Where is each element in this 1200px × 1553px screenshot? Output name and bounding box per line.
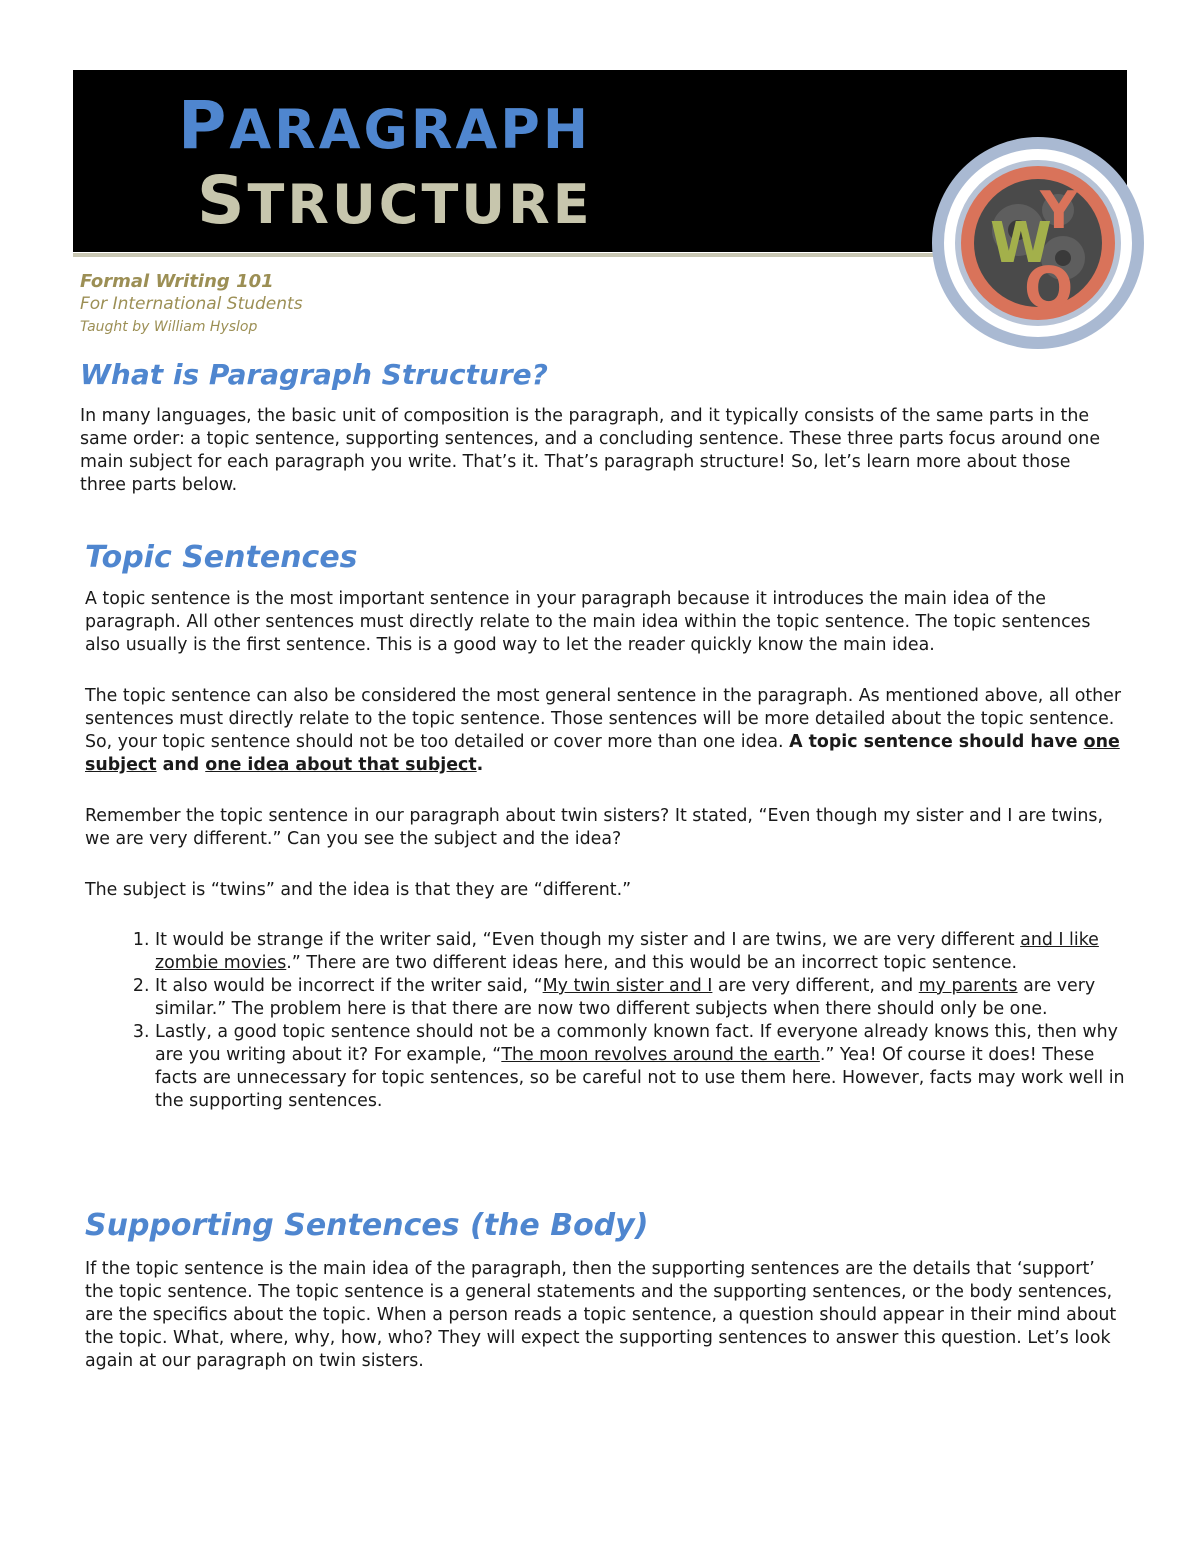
topic-paragraph-2: [85, 685, 1125, 777]
list-item-2-underlined-2: my parents: [918, 976, 1018, 996]
supporting-paragraph-1: If the topic sentence is the main idea of the paragraph, then the supporting sentences are the details that ‘support’ the topic sentence. The topic sentence is a general statements and the supporting sentences, or the body sentences, are the specifics about the topic. When a person reads a topic sentence, a question should appear in their mind about the topic. What, where, why, how, who? They will expect the supporting sentences to answer this question. Let’s look again at our paragraph on twin sisters.: [85, 1259, 1117, 1371]
topic-rule-and: and: [156, 755, 206, 775]
list-item-3-text-a: Lastly, a good topic sentence should not be a commonly known fact. If everyone already knows this, then why are you writing about it? For example, “: [155, 1022, 1118, 1065]
topic-rule-one-subject: one subject: [85, 732, 1120, 775]
wyo-logo: [928, 130, 1148, 356]
course-title: Formal Writing 101: [80, 271, 274, 292]
list-item-2-text-b: are very different, and: [712, 976, 919, 996]
topic-examples-list: [85, 929, 1125, 1113]
title-line-2-capital: S: [197, 162, 248, 239]
list-item-1-underlined: and I like zombie movies: [155, 930, 1099, 973]
topic-paragraph-1: A topic sentence is the most important sentence in your paragraph because it introduces the main idea of the paragraph. All other sentences must directly relate to the main idea within the topic sentence. The topic sentences also usually is the first sentence. This is a good way to let the reader quickly know the main idea.: [85, 589, 1091, 655]
topic-rule-one-idea: one idea about that subject: [205, 755, 477, 775]
title-line-1: [178, 87, 592, 164]
list-item: [155, 975, 1125, 1021]
list-item-3-underlined: The moon revolves around the earth: [501, 1045, 820, 1065]
list-item-2-underlined-1: My twin sister and I: [542, 976, 713, 996]
course-audience: For International Students: [80, 294, 303, 314]
topic-paragraph-3: Remember the topic sentence in our paragraph about twin sisters? It stated, “Even though my sister and I are twins, we are very different.” Can you see the subject and the idea?: [85, 806, 1104, 849]
topic-rule-period: .: [476, 755, 484, 775]
topic-paragraph-4: The subject is “twins” and the idea is that they are “different.”: [85, 880, 632, 900]
logo-letter-y: Y: [1040, 181, 1078, 241]
course-instructor: Taught by William Hyslop: [80, 319, 258, 335]
title-line-1-capital: P: [178, 87, 230, 164]
list-item-1-text-a: It would be strange if the writer said, “Even though my sister and I are twins, we are very different: [155, 930, 1021, 950]
heading-topic-sentences: Topic Sentences: [85, 540, 358, 575]
logo-letter-o: O: [1024, 254, 1074, 322]
list-item-2-text-a: It also would be incorrect if the writer said, “: [155, 976, 543, 996]
title-line-2-rest: TRUCTURE: [247, 173, 593, 236]
logo-letter-w: W: [990, 211, 1052, 276]
list-item: [155, 929, 1125, 975]
title-line-2: [197, 162, 593, 239]
title-line-1-rest: ARAGRAPH: [229, 98, 592, 161]
topic-paragraph-2-text: The topic sentence can also be considered the most general sentence in the paragraph. As mentioned above, all other sentences must directly relate to the topic sentence. Those sentences will be more detailed about the topic sentence. So, your topic sentence should not be too detailed or cover more than one idea.: [85, 686, 1122, 752]
list-item-3-text-b: .” Yea! Of course it does! These facts are unnecessary for topic sentences, so be careful not to use them here. However, facts may work well in the supporting sentences.: [155, 1045, 1125, 1111]
list-item: [155, 1021, 1125, 1113]
list-item-1-text-b: .” There are two different ideas here, and this would be an incorrect topic sentence.: [286, 953, 1018, 973]
intro-paragraph: In many languages, the basic unit of composition is the paragraph, and it typically consists of the same parts in the same order: a topic sentence, supporting sentences, and a concluding sentence. These three parts focus around one main subject for each paragraph you write. That’s it. That’s paragraph structure! So, let’s learn more about those three parts below.: [80, 406, 1101, 495]
heading-supporting-sentences: Supporting Sentences (the Body): [85, 1208, 649, 1243]
topic-rule-lead: A topic sentence should have: [789, 732, 1084, 752]
list-item-2-text-c: are very similar.” The problem here is that there are now two different subjects when there should only be one.: [155, 976, 1096, 1019]
heading-what-is-paragraph-structure: What is Paragraph Structure?: [80, 358, 548, 391]
